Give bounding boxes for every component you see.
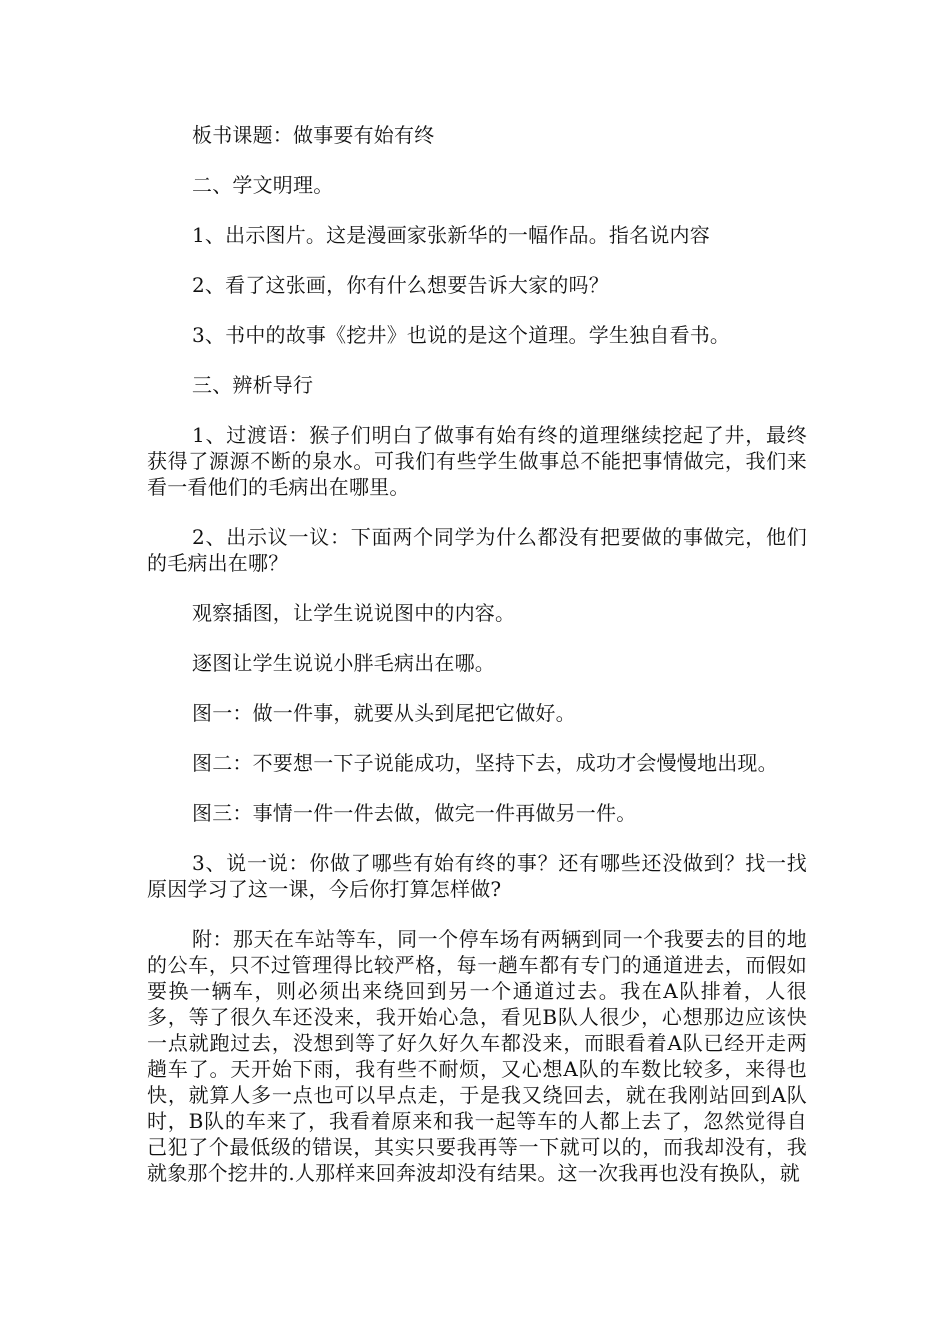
paragraph: 图三：事情一件一件去做，做完一件再做另一件。 — [192, 801, 637, 825]
section-heading-2: 二、学文明理。 — [192, 173, 334, 197]
paragraph: 3、说一说：你做了哪些有始有终的事？还有哪些还没做到？找一找原因学习了这一课，今后你打算怎样做? — [147, 851, 807, 901]
document-body — [147, 122, 807, 1210]
paragraph: 逐图让学生说说小胖毛病出在哪。 — [192, 651, 495, 675]
paragraph: 3、书中的故事《挖井》也说的是这个道理。学生独自看书。 — [192, 323, 731, 347]
paragraph: 1、过渡语：猴子们明白了做事有始有终的道理继续挖起了井，最终获得了源源不断的泉水。可我们有些学生做事总不能把事情做完，我们来看一看他们的毛病出在哪里。 — [147, 423, 807, 499]
paragraph: 图二：不要想一下子说能成功，坚持下去，成功才会慢慢地出现。 — [192, 751, 778, 775]
paragraph: 1、出示图片。这是漫画家张新华的一幅作品。指名说内容 — [192, 223, 710, 247]
heading-lesson-title: 板书课题：做事要有始有终 — [192, 123, 435, 147]
paragraph: 2、看了这张画，你有什么想要告诉大家的吗？ — [192, 273, 609, 297]
appendix-paragraph: 附：那天在车站等车，同一个停车场有两辆到同一个我要去的目的地的公车，只不过管理得比较严格，每一趟车都有专门的通道进去，而假如要换一辆车，则必须出来绕回到另一个通道过去。我在A队排着，人很多，等了很久车还没来，我开始心急，看见B队人很少，心想那边应该快一点就跑过去，没想到等了好久好久车都没来，而眼看着A队已经开走两趟车了。天开始下雨，我有些不耐烦，又心想A队的车数比较多，来得也快，就算人多一点也可以早点走，于是我又绕回去，就在我刚站回到A队时，B队的车来了，我看着原来和我一起等车的人都上去了，忽然觉得自己犯了个最低级的错误，其实只要我再等一下就可以的，而我却没有，我就象那个挖井的.人那样来回奔波却没有结果。这一次我再也没有换队，就 — [147, 927, 807, 1185]
paragraph: 观察插图，让学生说说图中的内容。 — [192, 601, 516, 625]
paragraph: 2、出示议一议：下面两个同学为什么都没有把要做的事做完，他们的毛病出在哪？ — [147, 525, 807, 575]
section-heading-3: 三、辨析导行 — [192, 373, 314, 397]
paragraph: 图一：做一件事，就要从头到尾把它做好。 — [192, 701, 576, 725]
